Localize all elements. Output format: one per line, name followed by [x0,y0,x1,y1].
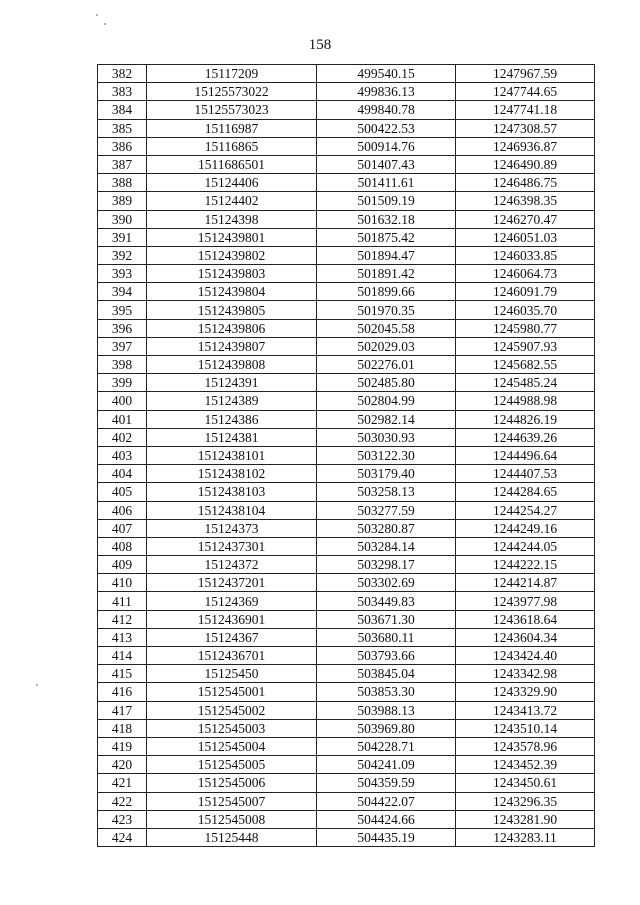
x-coordinate-cell: 503988.13 [317,701,456,719]
table-row [98,592,595,610]
y-coordinate-cell: 1244988.98 [456,392,595,410]
x-coordinate-cell: 501632.18 [317,210,456,228]
y-coordinate-cell: 1244639.26 [456,428,595,446]
row-number-cell: 392 [98,246,147,264]
table-row [98,137,595,155]
row-number-cell: 395 [98,301,147,319]
y-coordinate-cell: 1243342.98 [456,665,595,683]
x-coordinate-cell: 504241.09 [317,756,456,774]
point-id-cell: 15124367 [147,628,317,646]
x-coordinate-cell: 502804.99 [317,392,456,410]
point-id-cell: 15124373 [147,519,317,537]
table-row [98,283,595,301]
y-coordinate-cell: 1243296.35 [456,792,595,810]
y-coordinate-cell: 1246051.03 [456,228,595,246]
table-row [98,810,595,828]
row-number-cell: 420 [98,756,147,774]
y-coordinate-cell: 1246091.79 [456,283,595,301]
row-number-cell: 387 [98,155,147,173]
table-row [98,337,595,355]
table-row [98,65,595,83]
table-row [98,428,595,446]
y-coordinate-cell: 1243604.34 [456,628,595,646]
x-coordinate-cell: 503258.13 [317,483,456,501]
x-coordinate-cell: 499840.78 [317,101,456,119]
y-coordinate-cell: 1244254.27 [456,501,595,519]
table-row [98,537,595,555]
table-row [98,319,595,337]
table-row [98,501,595,519]
point-id-cell: 15117209 [147,65,317,83]
table-row [98,628,595,646]
point-id-cell: 1512545006 [147,774,317,792]
x-coordinate-cell: 503280.87 [317,519,456,537]
row-number-cell: 396 [98,319,147,337]
point-id-cell: 15124402 [147,192,317,210]
table-row [98,519,595,537]
table-row [98,356,595,374]
y-coordinate-cell: 1246490.89 [456,155,595,173]
table-row [98,228,595,246]
point-id-cell: 15124391 [147,374,317,392]
point-id-cell: 1512439805 [147,301,317,319]
x-coordinate-cell: 503277.59 [317,501,456,519]
x-coordinate-cell: 501411.61 [317,174,456,192]
table-row [98,301,595,319]
y-coordinate-cell: 1244222.15 [456,556,595,574]
table-row [98,410,595,428]
x-coordinate-cell: 504424.66 [317,810,456,828]
row-number-cell: 399 [98,374,147,392]
row-number-cell: 415 [98,665,147,683]
point-id-cell: 1512438101 [147,446,317,464]
x-coordinate-cell: 503853.30 [317,683,456,701]
y-coordinate-cell: 1244249.16 [456,519,595,537]
y-coordinate-cell: 1246398.35 [456,192,595,210]
table-row [98,574,595,592]
row-number-cell: 384 [98,101,147,119]
y-coordinate-cell: 1247741.18 [456,101,595,119]
table-row [98,101,595,119]
y-coordinate-cell: 1243424.40 [456,647,595,665]
y-coordinate-cell: 1244407.53 [456,465,595,483]
table-row [98,665,595,683]
x-coordinate-cell: 503793.66 [317,647,456,665]
x-coordinate-cell: 503302.69 [317,574,456,592]
y-coordinate-cell: 1243283.11 [456,828,595,846]
point-id-cell: 15124372 [147,556,317,574]
table-row [98,192,595,210]
y-coordinate-cell: 1246936.87 [456,137,595,155]
table-row [98,556,595,574]
y-coordinate-cell: 1243452.39 [456,756,595,774]
y-coordinate-cell: 1246486.75 [456,174,595,192]
table-row [98,465,595,483]
row-number-cell: 400 [98,392,147,410]
point-id-cell: 15124381 [147,428,317,446]
y-coordinate-cell: 1243281.90 [456,810,595,828]
x-coordinate-cell: 501899.66 [317,283,456,301]
table-row [98,155,595,173]
y-coordinate-cell: 1246064.73 [456,265,595,283]
row-number-cell: 412 [98,610,147,628]
point-id-cell: 1512439807 [147,337,317,355]
table-row [98,174,595,192]
x-coordinate-cell: 503298.17 [317,556,456,574]
x-coordinate-cell: 502276.01 [317,356,456,374]
x-coordinate-cell: 500914.76 [317,137,456,155]
x-coordinate-cell: 503680.11 [317,628,456,646]
table-row [98,647,595,665]
row-number-cell: 407 [98,519,147,537]
x-coordinate-cell: 503449.83 [317,592,456,610]
point-id-cell: 1512437201 [147,574,317,592]
y-coordinate-cell: 1245682.55 [456,356,595,374]
row-number-cell: 397 [98,337,147,355]
x-coordinate-cell: 499540.15 [317,65,456,83]
y-coordinate-cell: 1247308.57 [456,119,595,137]
row-number-cell: 405 [98,483,147,501]
table-row [98,374,595,392]
row-number-cell: 411 [98,592,147,610]
point-id-cell: 15124369 [147,592,317,610]
point-id-cell: 15124389 [147,392,317,410]
point-id-cell: 1512439806 [147,319,317,337]
x-coordinate-cell: 501891.42 [317,265,456,283]
y-coordinate-cell: 1243977.98 [456,592,595,610]
point-id-cell: 1512438104 [147,501,317,519]
point-id-cell: 1512545002 [147,701,317,719]
x-coordinate-cell: 503284.14 [317,537,456,555]
page-number: 158 [308,37,332,53]
point-id-cell: 1512438103 [147,483,317,501]
row-number-cell: 409 [98,556,147,574]
x-coordinate-cell: 504228.71 [317,737,456,755]
point-id-cell: 15125448 [147,828,317,846]
row-number-cell: 404 [98,465,147,483]
y-coordinate-cell: 1243413.72 [456,701,595,719]
x-coordinate-cell: 503671.30 [317,610,456,628]
point-id-cell: 1512439808 [147,356,317,374]
table-row [98,246,595,264]
y-coordinate-cell: 1245980.77 [456,319,595,337]
x-coordinate-cell: 504422.07 [317,792,456,810]
y-coordinate-cell: 1243618.64 [456,610,595,628]
scan-speck [96,14,98,16]
point-id-cell: 1512545005 [147,756,317,774]
point-id-cell: 1512439802 [147,246,317,264]
row-number-cell: 390 [98,210,147,228]
y-coordinate-cell: 1244214.87 [456,574,595,592]
point-id-cell: 1511686501 [147,155,317,173]
table-row [98,737,595,755]
point-id-cell: 1512436901 [147,610,317,628]
row-number-cell: 422 [98,792,147,810]
x-coordinate-cell: 503845.04 [317,665,456,683]
y-coordinate-cell: 1244826.19 [456,410,595,428]
table-row [98,119,595,137]
row-number-cell: 388 [98,174,147,192]
y-coordinate-cell: 1243578.96 [456,737,595,755]
x-coordinate-cell: 499836.13 [317,83,456,101]
row-number-cell: 391 [98,228,147,246]
row-number-cell: 382 [98,65,147,83]
y-coordinate-cell: 1246035.70 [456,301,595,319]
y-coordinate-cell: 1244284.65 [456,483,595,501]
y-coordinate-cell: 1243510.14 [456,719,595,737]
row-number-cell: 418 [98,719,147,737]
point-id-cell: 15125450 [147,665,317,683]
scan-speck [36,684,38,686]
table-row [98,683,595,701]
y-coordinate-cell: 1243329.90 [456,683,595,701]
row-number-cell: 402 [98,428,147,446]
x-coordinate-cell: 501407.43 [317,155,456,173]
table-row [98,701,595,719]
row-number-cell: 413 [98,628,147,646]
table-row [98,774,595,792]
table-row [98,83,595,101]
point-id-cell: 1512439804 [147,283,317,301]
table-row [98,392,595,410]
point-id-cell: 15116987 [147,119,317,137]
y-coordinate-cell: 1246033.85 [456,246,595,264]
table-row [98,719,595,737]
x-coordinate-cell: 504435.19 [317,828,456,846]
row-number-cell: 414 [98,647,147,665]
table-row [98,828,595,846]
point-id-cell: 15125573023 [147,101,317,119]
x-coordinate-cell: 503030.93 [317,428,456,446]
point-id-cell: 1512438102 [147,465,317,483]
x-coordinate-cell: 501875.42 [317,228,456,246]
y-coordinate-cell: 1244496.64 [456,446,595,464]
point-id-cell: 15124398 [147,210,317,228]
row-number-cell: 417 [98,701,147,719]
point-id-cell: 1512439803 [147,265,317,283]
y-coordinate-cell: 1246270.47 [456,210,595,228]
point-id-cell: 1512437301 [147,537,317,555]
row-number-cell: 403 [98,446,147,464]
row-number-cell: 419 [98,737,147,755]
x-coordinate-cell: 502045.58 [317,319,456,337]
scan-speck [104,23,106,25]
x-coordinate-cell: 503122.30 [317,446,456,464]
coordinates-table [97,64,595,847]
table-row [98,483,595,501]
y-coordinate-cell: 1245485.24 [456,374,595,392]
row-number-cell: 393 [98,265,147,283]
x-coordinate-cell: 501509.19 [317,192,456,210]
point-id-cell: 15124386 [147,410,317,428]
row-number-cell: 424 [98,828,147,846]
row-number-cell: 401 [98,410,147,428]
row-number-cell: 421 [98,774,147,792]
point-id-cell: 15124406 [147,174,317,192]
row-number-cell: 386 [98,137,147,155]
point-id-cell: 1512545001 [147,683,317,701]
table-row [98,210,595,228]
x-coordinate-cell: 503969.80 [317,719,456,737]
x-coordinate-cell: 500422.53 [317,119,456,137]
point-id-cell: 1512436701 [147,647,317,665]
x-coordinate-cell: 501894.47 [317,246,456,264]
row-number-cell: 406 [98,501,147,519]
coordinates-table-body [98,65,595,847]
row-number-cell: 408 [98,537,147,555]
row-number-cell: 410 [98,574,147,592]
y-coordinate-cell: 1244244.05 [456,537,595,555]
y-coordinate-cell: 1247744.65 [456,83,595,101]
x-coordinate-cell: 504359.59 [317,774,456,792]
table-row [98,610,595,628]
point-id-cell: 1512545003 [147,719,317,737]
point-id-cell: 1512545004 [147,737,317,755]
table-row [98,446,595,464]
table-row [98,265,595,283]
row-number-cell: 389 [98,192,147,210]
x-coordinate-cell: 502485.80 [317,374,456,392]
point-id-cell: 1512545007 [147,792,317,810]
point-id-cell: 15125573022 [147,83,317,101]
x-coordinate-cell: 503179.40 [317,465,456,483]
x-coordinate-cell: 502982.14 [317,410,456,428]
table-row [98,756,595,774]
row-number-cell: 394 [98,283,147,301]
x-coordinate-cell: 502029.03 [317,337,456,355]
row-number-cell: 385 [98,119,147,137]
row-number-cell: 416 [98,683,147,701]
row-number-cell: 383 [98,83,147,101]
row-number-cell: 423 [98,810,147,828]
point-id-cell: 1512439801 [147,228,317,246]
point-id-cell: 1512545008 [147,810,317,828]
y-coordinate-cell: 1245907.93 [456,337,595,355]
x-coordinate-cell: 501970.35 [317,301,456,319]
point-id-cell: 15116865 [147,137,317,155]
table-row [98,792,595,810]
row-number-cell: 398 [98,356,147,374]
y-coordinate-cell: 1247967.59 [456,65,595,83]
y-coordinate-cell: 1243450.61 [456,774,595,792]
